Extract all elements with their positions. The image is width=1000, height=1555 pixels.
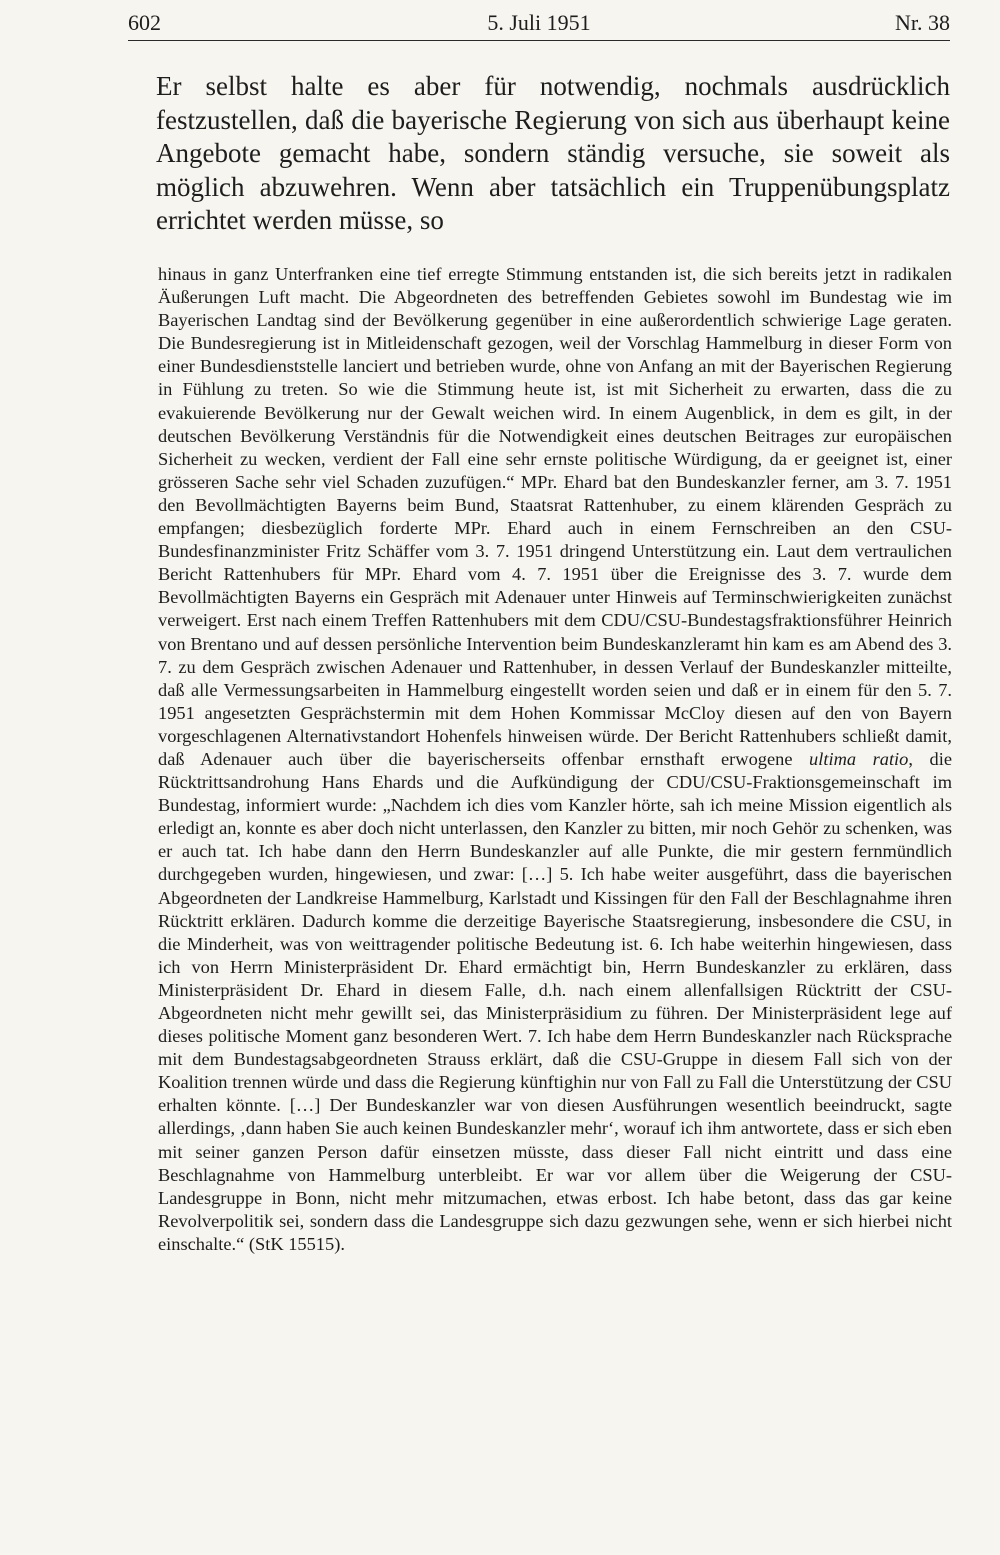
header-date: 5. Juli 1951 xyxy=(487,10,591,35)
page-number: 602 xyxy=(128,10,161,35)
footnote-text-part2: , die Rücktrittsandrohung Hans Ehards und die Aufkündigung der CDU/CSU-Fraktionsgemeinschaft im Bundestag, informiert wurde: „Nachdem ich dies vom Kanzler hörte, sah ich meine Mission eigentlich als erledigt an, konnte es aber doch nicht unterlassen, den Kanzler zu bitten, mir noch Gehör zu schenken, was er auch tat. Ich habe dann den Herrn Bundeskanzler auf alle Punkte, die mir gestern fernmündlich durchgegeben wurden, hingewiesen, und zwar: […] 5. Ich habe weiter ausgeführt, dass die bayerischen Abgeordneten der Landkreise Hammelburg, Karlstadt und Kissingen für den Fall der Beschlagnahme ihren Rücktritt erklären. Dadurch komme die derzeitige Bayerische Staatsregierung, insbesondere die CSU, in die Minderheit, was von weittragender politische Bedeutung ist. 6. Ich habe weiterhin hingewiesen, dass ich von Herrn Ministerpräsident Dr. Ehard ermächtigt bin, Herrn Bundeskanzler zu erklären, dass Ministerpräsident Dr. Ehard in diesem Falle, d.h. nach einem allenfallsigen Rücktritt der CSU-Abgeordneten nicht mehr gewillt sei, das Ministerpräsidium zu führen. Der Ministerpräsident lege auf dieses politische Moment ganz besonderen Wert. 7. Ich habe dem Herrn Bundeskanzler nach Rücksprache mit dem Bundestagsabgeordneten Strauss erklärt, daß die CSU-Gruppe in diesem Fall sich von der Koalition trennen würde und dass die Regierung künftighin nur von Fall zu Fall die Unterstützung der CSU erhalten könnte. […] Der Bundeskanzler war von diesen Ausführungen wesentlich beeindruckt, sagte allerdings, ‚dann haben Sie auch keinen Bundeskanzler mehr‘, worauf ich ihm antwortete, dass er sich eben mit seiner ganzen Person dafür einsetzen müsste, dass dieser Fall nicht eintritt und dass eine Beschlagnahme von Hammelburg unterbleibt. Er war vor allem über die Weigerung der CSU-Landesgruppe in Bonn, nicht mehr mitzumachen, etwas erbost. Ich habe betont, dass das gar keine Revolverpolitik sei, sondern dass die Landesgruppe sich dazu gezwungen sehe, wenn er sich hierbei nicht einschalte.“ (StK 15515). xyxy=(158,748,952,1254)
main-text xyxy=(156,70,950,238)
main-paragraph: Er selbst halte es aber für notwendig, nochmals ausdrücklich festzustellen, daß die bayerische Regierung von sich aus überhaupt keine Angebote gemacht habe, sondern ständig versuche, sie soweit als möglich abzuwehren. Wenn aber tatsächlich ein Truppenübungsplatz errichtet werden müsse, so xyxy=(156,71,950,235)
page-header xyxy=(128,6,950,41)
footnote-paragraph xyxy=(158,263,952,1256)
footnote xyxy=(158,263,952,1256)
document-number: Nr. 38 xyxy=(895,10,950,35)
footnote-emphasis: ultima ratio xyxy=(809,748,909,769)
footnote-text-part1: hinaus in ganz Unterfranken eine tief erregte Stimmung entstanden ist, die sich bereits jetzt in radikalen Äußerungen Luft macht. Die Abgeordneten des betreffenden Gebietes sowohl im Bundestag wie im Bayerischen Landtag sind der Bevölkerung gegenüber in eine außerordentlich schwierige Lage geraten. Die Bundesregierung ist in Mitleidenschaft gezogen, weil der Vorschlag Hammelburg in dieser Form von einer Bundesdienststelle lanciert und betrieben wurde, ohne von Anfang an mit der Bayerischen Regierung in Fühlung zu treten. So wie die Stimmung heute ist, ist mit Sicherheit zu erwarten, dass die zu evakuierende Bevölkerung nur der Gewalt weichen wird. In einem Augenblick, in dem es gilt, in der deutschen Bevölkerung Verständnis für die Notwendigkeit eines deutschen Beitrages zur europäischen Sicherheit zu wecken, verdient der Fall eine sehr ernste politische Würdigung, da er geeignet ist, einer grösseren Sache sehr viel Schaden zuzufügen.“ MPr. Ehard bat den Bundeskanzler ferner, am 3. 7. 1951 den Bevollmächtigten Bayerns beim Bund, Staatsrat Rattenhuber, zu einem klärenden Gespräch zu empfangen; diesbezüglich forderte MPr. Ehard auch in einem Fernschreiben an den CSU-Bundesfinanzminister Fritz Schäffer vom 3. 7. 1951 dringend Unterstützung ein. Laut dem vertraulichen Bericht Rattenhubers für MPr. Ehard vom 4. 7. 1951 über die Ereignisse des 3. 7. wurde dem Bevollmächtigten Bayerns ein Gespräch mit Adenauer unter Hinweis auf Terminschwierigkeiten zunächst verweigert. Erst nach einem Treffen Rattenhubers mit dem CDU/CSU-Bundestagsfraktionsführer Heinrich von Brentano und auf dessen persönliche Intervention beim Bundeskanzleramt hin kam es am Abend des 3. 7. zu dem Gespräch zwischen Adenauer und Rattenhuber, in dessen Verlauf der Bundeskanzler mitteilte, daß alle Vermessungsarbeiten in Hammelburg eingestellt worden seien und daß er in einem für den 5. 7. 1951 angesetzten Gesprächstermin mit dem Hohen Kommissar McCloy diesen auf den von Bayern vorgeschlagenen Alternativstandort Hohenfels hinweisen würde. Der Bericht Rattenhubers schließt damit, daß Adenauer auch über die bayerischerseits offenbar ernsthaft erwogene xyxy=(158,264,952,769)
